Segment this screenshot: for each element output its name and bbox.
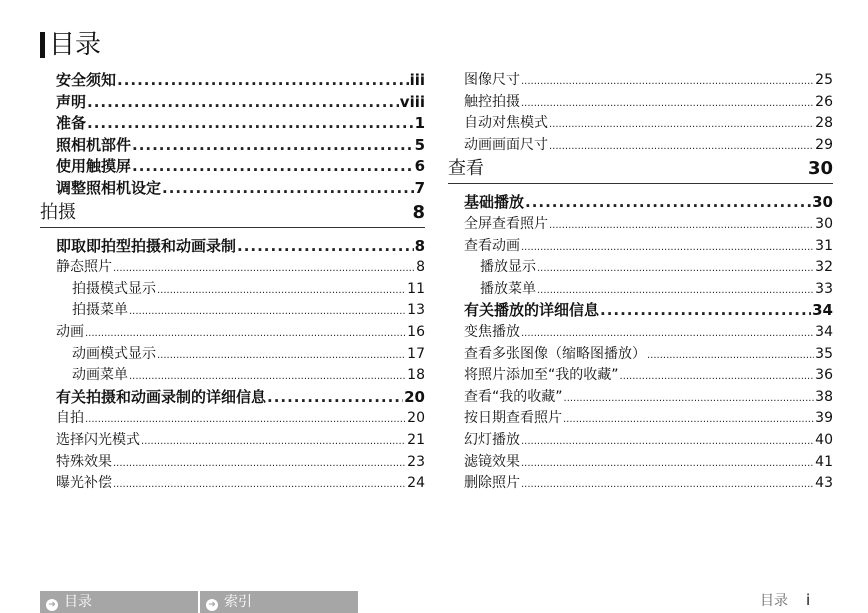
toc-right-column: [448, 70, 833, 495]
toc-entry-page: 13: [407, 302, 425, 319]
toc-entry-label: 播放显示: [480, 259, 536, 276]
dot-leader: [113, 258, 415, 279]
toc-entry[interactable]: [448, 322, 833, 344]
toc-entry[interactable]: [40, 257, 425, 279]
circle-arrow-right-icon: ➜: [46, 599, 58, 611]
toc-entry-page: 35: [815, 345, 833, 362]
toc-entry-page: 38: [815, 388, 833, 405]
toc-entry-page: 24: [407, 475, 425, 492]
dot-leader: [157, 280, 406, 301]
toc-entry[interactable]: [40, 135, 425, 157]
toc-entry-label: 有关播放的详细信息: [464, 301, 600, 320]
toc-left-column: [40, 70, 425, 495]
toc-entry[interactable]: [40, 387, 425, 409]
toc-entry-label: 静态照片: [56, 259, 112, 276]
dot-leader: [521, 474, 814, 495]
section-title: 拍摄: [40, 201, 76, 223]
page-number: i: [806, 591, 811, 609]
toc-entry-label: 声明: [56, 92, 87, 111]
toc-entry[interactable]: [40, 344, 425, 366]
dot-leader: [521, 93, 814, 114]
toc-entry-label: 触控拍摄: [464, 93, 520, 110]
toc-entry[interactable]: [40, 300, 425, 322]
toc-entry-page: 36: [815, 367, 833, 384]
toc-entry-label: 调整照相机设定: [56, 178, 162, 197]
toc-entry-page: 20: [404, 387, 425, 406]
toc-entry-label: 播放菜单: [480, 280, 536, 297]
toc-link-label: 目录: [64, 594, 92, 610]
toc-entry-label: 基础播放: [464, 193, 525, 212]
toc-entry[interactable]: [448, 408, 833, 430]
page-title: 目录: [49, 30, 102, 60]
toc-entry[interactable]: [448, 214, 833, 236]
toc-entry-page: 8: [416, 259, 425, 276]
dot-leader: [85, 323, 406, 344]
toc-entry-page: 5: [414, 135, 425, 154]
toc-entry-page: 11: [407, 280, 425, 297]
toc-entry-label: 查看多张图像（缩略图播放）: [464, 345, 646, 362]
dot-leader: [157, 345, 406, 366]
toc-entry-page: iii: [409, 71, 425, 89]
dot-leader: [132, 135, 414, 157]
toc-entry[interactable]: [40, 473, 425, 495]
toc-entry[interactable]: [448, 344, 833, 366]
circle-arrow-right-icon: ➜: [206, 599, 218, 611]
running-footer: [760, 590, 810, 610]
toc-entry-label: 特殊效果: [56, 453, 112, 470]
toc-entry-page: 17: [407, 345, 425, 362]
dot-leader: [549, 114, 814, 135]
toc-entry-page: 33: [815, 280, 833, 297]
toc-entry[interactable]: [448, 473, 833, 495]
toc-entry-page: 30: [815, 215, 833, 232]
toc-entry[interactable]: [40, 365, 425, 387]
toc-entry-label: 动画画面尺寸: [464, 136, 548, 153]
toc-entry-label: 幻灯播放: [464, 431, 520, 448]
toc-entry-label: 拍摄菜单: [72, 302, 128, 319]
dot-leader: [141, 431, 406, 452]
toc-entry-page: 34: [815, 323, 833, 340]
toc-entry[interactable]: [40, 430, 425, 452]
toc-entry-label: 即取即拍型拍摄和动画录制: [56, 236, 237, 255]
dot-leader: [132, 156, 414, 178]
toc-entry[interactable]: [40, 70, 425, 92]
toc-entry-page: 29: [815, 136, 833, 153]
toc-entry-label: 选择闪光模式: [56, 431, 140, 448]
toc-entry-label: 按日期查看照片: [464, 410, 562, 427]
toc-entry[interactable]: [448, 236, 833, 258]
dot-leader: [85, 409, 406, 430]
dot-leader: [117, 70, 409, 92]
toc-entry-page: 7: [414, 178, 425, 197]
toc-entry-page: 41: [815, 453, 833, 470]
dot-leader: [267, 387, 403, 409]
toc-entry[interactable]: [448, 257, 833, 279]
toc-entry[interactable]: [40, 452, 425, 474]
toc-entry[interactable]: [40, 178, 425, 200]
section-heading[interactable]: [448, 156, 833, 184]
title-accent-bar: [40, 32, 45, 58]
dot-leader: [564, 388, 815, 409]
toc-entry-label: 动画模式显示: [72, 345, 156, 362]
toc-entry-label: 自拍: [56, 410, 84, 427]
dot-leader: [563, 409, 814, 430]
dot-leader: [647, 345, 814, 366]
toc-entry-page: viii: [399, 92, 425, 111]
section-title: 查看: [448, 158, 484, 180]
running-head: 目录: [760, 593, 788, 609]
toc-entry-page: 21: [407, 431, 425, 448]
toc-entry-label: 准备: [56, 114, 87, 133]
toc-entry-label: 滤镜效果: [464, 453, 520, 470]
toc-entry[interactable]: [448, 192, 833, 214]
toc-entry-label: 变焦播放: [464, 323, 520, 340]
toc-entry-label: 删除照片: [464, 475, 520, 492]
dot-leader: [537, 280, 814, 301]
toc-entry-page: 23: [407, 453, 425, 470]
toc-entry[interactable]: [40, 408, 425, 430]
index-link-label: 索引: [224, 594, 252, 610]
toc-entry-page: 40: [815, 431, 833, 448]
toc-entry[interactable]: [40, 156, 425, 178]
toc-entry[interactable]: [448, 279, 833, 301]
toc-entry[interactable]: [448, 387, 833, 409]
dot-leader: [521, 453, 814, 474]
toc-entry[interactable]: [448, 113, 833, 135]
index-link-button[interactable]: [200, 591, 358, 613]
toc-entry-page: 32: [815, 259, 833, 276]
section-page: 30: [807, 158, 833, 180]
toc-entry[interactable]: [448, 300, 833, 322]
dot-leader: [537, 258, 814, 279]
dot-leader: [549, 136, 814, 157]
toc-entry-page: 43: [815, 475, 833, 492]
toc-entry-label: 动画菜单: [72, 367, 128, 384]
toc-entry-page: 8: [414, 236, 425, 255]
toc-entry-label: 查看“我的收藏”: [464, 388, 563, 405]
dot-leader: [525, 192, 811, 214]
toc-entry-label: 自动对焦模式: [464, 115, 548, 132]
toc-entry-label: 图像尺寸: [464, 72, 520, 88]
toc-entry-page: 20: [407, 410, 425, 427]
dot-leader: [113, 474, 406, 495]
toc-entry[interactable]: [448, 365, 833, 387]
dot-leader: [521, 323, 814, 344]
toc-entry-label: 动画: [56, 323, 84, 340]
toc-entry-label: 曝光补偿: [56, 475, 112, 492]
toc-link-button[interactable]: [40, 591, 198, 613]
toc-entry-page: 28: [815, 115, 833, 132]
toc-entry[interactable]: [448, 452, 833, 474]
footer-nav: [40, 591, 360, 613]
toc-entry-label: 使用触摸屏: [56, 157, 132, 176]
dot-leader: [113, 453, 406, 474]
dot-leader: [87, 113, 414, 135]
dot-leader: [129, 301, 406, 322]
dot-leader: [521, 237, 814, 258]
toc-entry-label: 将照片添加至“我的收藏”: [464, 367, 619, 384]
dot-leader: [237, 236, 414, 258]
dot-leader: [129, 366, 406, 387]
toc-entry-page: 1: [414, 114, 425, 133]
dot-leader: [521, 71, 814, 92]
toc-entry-label: 照相机部件: [56, 135, 132, 154]
toc-entry[interactable]: [448, 92, 833, 114]
toc-entry-label: 全屏查看照片: [464, 215, 548, 232]
dot-leader: [549, 215, 814, 236]
toc-entry-page: 18: [407, 367, 425, 384]
toc-entry[interactable]: [448, 70, 833, 92]
toc-entry[interactable]: [40, 236, 425, 258]
toc-entry-page: 6: [414, 157, 425, 176]
toc-entry-page: 31: [815, 237, 833, 254]
dot-leader: [162, 178, 414, 200]
toc-entry-label: 有关拍摄和动画录制的详细信息: [56, 387, 267, 406]
dot-leader: [600, 300, 811, 322]
toc-entry-label: 查看动画: [464, 237, 520, 254]
toc-entry-label: 安全须知: [56, 71, 117, 89]
toc-entry[interactable]: [40, 92, 425, 114]
toc-entry-page: 26: [815, 93, 833, 110]
toc-entry-label: 拍摄模式显示: [72, 280, 156, 297]
toc-entry-page: 30: [812, 193, 833, 212]
toc-entry[interactable]: [40, 113, 425, 135]
dot-leader: [620, 366, 815, 387]
section-heading[interactable]: [40, 200, 425, 228]
toc-entry-page: 25: [815, 72, 833, 88]
toc-entry-page: 16: [407, 323, 425, 340]
dot-leader: [87, 92, 399, 114]
toc-entry-page: 34: [812, 301, 833, 320]
toc-entry-page: 39: [815, 410, 833, 427]
toc-entry[interactable]: [448, 430, 833, 452]
dot-leader: [521, 431, 814, 452]
toc-entry[interactable]: [40, 279, 425, 301]
section-page: 8: [412, 201, 425, 223]
toc-entry[interactable]: [40, 322, 425, 344]
toc-entry[interactable]: [448, 135, 833, 157]
